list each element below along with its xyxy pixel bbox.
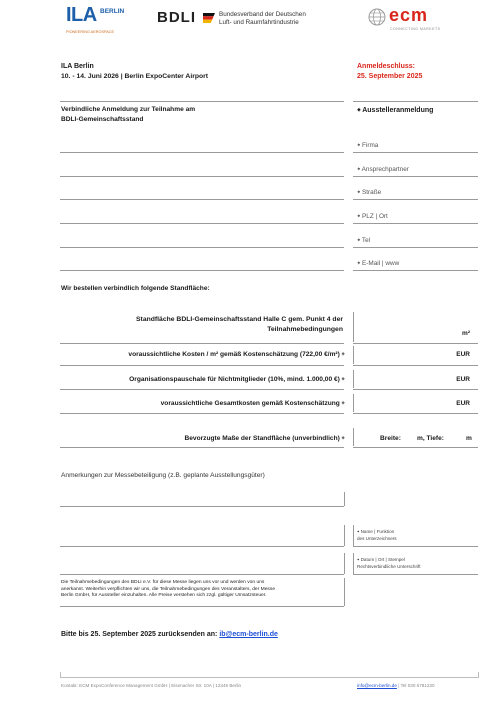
registration-title-line1: Verbindliche Anmeldung zur Teilnahme am xyxy=(61,106,196,113)
divider xyxy=(353,312,354,342)
arrow-left-icon: 🠸 xyxy=(357,529,360,534)
ila-tagline: PIONEERING AEROSPACE xyxy=(66,30,115,34)
field-label-text: PLZ | Ort xyxy=(362,213,388,220)
field-label-text: Straße xyxy=(362,189,382,196)
arrow-right-icon: 🠺 xyxy=(341,351,345,358)
sig1-line2: des Unterzeichners xyxy=(357,536,397,541)
order-row-organisation xyxy=(60,375,345,386)
arrow-left-icon: 🠸 xyxy=(357,107,361,114)
arrow-left-icon: 🠸 xyxy=(357,260,361,267)
divider xyxy=(353,370,354,388)
legal-line3: Berlin GmbH, für Aussteller einzuhalten. Alle Preise verstehen sich zzgl. gültiger Umsatzsteuer. xyxy=(61,593,267,599)
footer-right xyxy=(357,683,435,688)
row4-text: voraussichtliche Gesamtkosten gemäß Kostenschätzung xyxy=(160,400,340,407)
divider xyxy=(353,394,354,412)
divider xyxy=(353,199,478,200)
unit-eur: EUR xyxy=(456,351,470,358)
ecm-logo xyxy=(368,5,460,34)
legal-line2: anerkannt. Weiterhin verpflichten wir uns, die Teilnahmebedingungen des Veranstalters, der Messe xyxy=(61,586,276,592)
divider xyxy=(344,553,345,574)
unit-eur: EUR xyxy=(456,400,470,407)
sig2-label xyxy=(357,556,421,569)
deadline-label: Anmeldeschluss: xyxy=(357,63,415,70)
unit-eur: EUR xyxy=(456,376,470,383)
gesamt-input[interactable] xyxy=(353,413,478,414)
return-line xyxy=(61,631,278,638)
divider xyxy=(353,428,354,446)
footer-contact: Kontakt: ECM ExpoConference Management GmbH | Eisenacher Str. 10A | 12345 Berlin xyxy=(61,683,242,688)
sig2-line1: Datum | Ort | Stempel xyxy=(360,557,405,562)
divider xyxy=(353,346,354,364)
field-label-text: Ansprechpartner xyxy=(361,166,409,173)
field-label-text: Firma xyxy=(362,142,379,149)
arrow-left-icon: 🠸 xyxy=(357,142,361,149)
field-label-text: Tel xyxy=(361,237,371,244)
arrow-left-icon: 🠸 xyxy=(357,166,361,173)
field-label-ansprechpartner xyxy=(357,165,409,176)
divider xyxy=(353,574,478,575)
divider xyxy=(60,389,344,390)
kosten-input[interactable] xyxy=(353,365,478,366)
bdli-logo-text: BDLI xyxy=(157,9,196,26)
field-label-email xyxy=(357,259,399,270)
ecm-tagline: CONNECTING MARKETS xyxy=(390,27,441,31)
plz-ort-input[interactable] xyxy=(60,223,344,224)
arrow-right-icon: 🠺 xyxy=(341,376,345,383)
divider xyxy=(60,672,61,678)
bdli-line2: Luft- und Raumfahrtindustrie xyxy=(219,19,299,26)
signature-date-input[interactable] xyxy=(60,574,344,575)
row3-text: Organisationspauschale für Nichtmitglieder (10%, mind. 1.000,00 €) xyxy=(129,376,340,383)
order-row-gesamt xyxy=(60,399,345,410)
registration-title-line2: BDLI-Gemeinschaftsstand xyxy=(61,116,144,123)
divider xyxy=(353,525,354,546)
aussteller-label xyxy=(357,106,433,117)
field-label-strasse xyxy=(357,188,381,199)
notes-title: Anmerkungen zur Messebeteiligung (z.B. geplante Ausstellungsgüter) xyxy=(61,472,265,479)
row2-text: voraussichtliche Kosten / m² gemäß Kostenschätzung (722,00 €/m²) xyxy=(128,351,340,358)
divider xyxy=(344,492,345,506)
return-email-link[interactable]: ib@ecm-berlin.de xyxy=(219,631,278,638)
signature-name-input[interactable] xyxy=(60,546,344,547)
field-label-text: E-Mail | www xyxy=(362,260,400,267)
divider xyxy=(353,223,478,224)
email-input[interactable] xyxy=(60,270,344,271)
ecm-logo-text: ecm xyxy=(389,5,429,25)
ila-logo xyxy=(66,6,128,34)
event-name: ILA Berlin xyxy=(61,63,94,70)
divider xyxy=(353,247,478,248)
sig1-line1: Name | Funktion xyxy=(360,529,395,534)
legal-line1: Die Teilnahmebedingungen des BDLI e.V. für diese Messe liegen uns vor und werden von uns xyxy=(61,580,265,585)
divider xyxy=(353,546,478,547)
row1-line2: Teilnahmebedingungen xyxy=(267,326,343,333)
divider xyxy=(60,343,344,344)
field-label-tel xyxy=(357,236,370,247)
divider xyxy=(478,672,479,678)
divider xyxy=(60,365,344,366)
row5-text: Bevorzugte Maße der Standfläche (unverbindlich) xyxy=(184,435,340,442)
arrow-left-icon: 🠸 xyxy=(357,189,361,196)
globe-icon xyxy=(368,8,386,26)
divider xyxy=(353,553,354,574)
divider xyxy=(353,152,478,153)
divider xyxy=(60,447,344,448)
divider xyxy=(353,176,478,177)
arrow-left-icon: 🠸 xyxy=(357,237,361,244)
field-label-plz-ort xyxy=(357,212,388,223)
masse-input[interactable] xyxy=(353,447,478,448)
divider xyxy=(353,270,478,271)
field-label-firma xyxy=(357,141,378,152)
deadline-date: 25. September 2025 xyxy=(357,73,423,80)
row1-line1: Standfläche BDLI-Gemeinschaftsstand Halle C gem. Punkt 4 der xyxy=(136,316,343,323)
strasse-input[interactable] xyxy=(60,199,344,200)
arrow-left-icon: 🠸 xyxy=(357,213,361,220)
unit-m2: m² xyxy=(462,330,470,337)
organisation-input[interactable] xyxy=(353,389,478,390)
footer-phone: | Tel 030 6781230 xyxy=(398,683,435,688)
ila-logo-sup: BERLIN xyxy=(100,8,125,15)
order-row-standflaeche xyxy=(60,316,345,342)
divider xyxy=(60,413,344,414)
footer-divider xyxy=(60,677,478,678)
legal-text xyxy=(61,580,344,600)
divider xyxy=(344,578,345,606)
footer-email-link[interactable]: info@ecm-berlin.de xyxy=(357,683,397,688)
divider xyxy=(60,101,344,102)
aussteller-text: Ausstelleranmeldung xyxy=(362,107,434,114)
arrow-right-icon: 🠺 xyxy=(341,400,345,407)
divider xyxy=(344,525,345,546)
divider xyxy=(353,101,478,102)
ila-logo-text: ILA xyxy=(66,4,97,26)
order-row-masse xyxy=(60,434,345,445)
breite-label: Breite: xyxy=(380,435,401,442)
bdli-line1: Bundesverband der Deutschen xyxy=(219,11,306,18)
order-row-kosten xyxy=(60,350,345,361)
event-dates: 10. - 14. Juni 2026 | Berlin ExpoCenter Airport xyxy=(61,73,209,80)
tel-input[interactable] xyxy=(60,247,344,248)
return-text: Bitte bis 25. September 2025 zurücksenden an: xyxy=(61,631,220,638)
sig2-line2: Rechtsverbindliche Unterschrift xyxy=(357,564,421,569)
bdli-logo xyxy=(157,9,342,31)
tiefe-label: m, Tiefe: xyxy=(417,435,444,442)
ansprechpartner-input[interactable] xyxy=(60,176,344,177)
notes-input[interactable] xyxy=(60,506,344,507)
firma-input[interactable] xyxy=(60,152,344,153)
sig1-label xyxy=(357,528,397,541)
order-intro: Wir bestellen verbindlich folgende Standfläche: xyxy=(61,285,210,292)
standflaeche-input[interactable] xyxy=(353,343,478,344)
divider xyxy=(60,606,344,607)
arrow-left-icon: 🠸 xyxy=(357,557,360,562)
flag-icon xyxy=(203,13,215,23)
m-label: m xyxy=(466,435,472,442)
arrow-right-icon: 🠺 xyxy=(341,435,345,442)
